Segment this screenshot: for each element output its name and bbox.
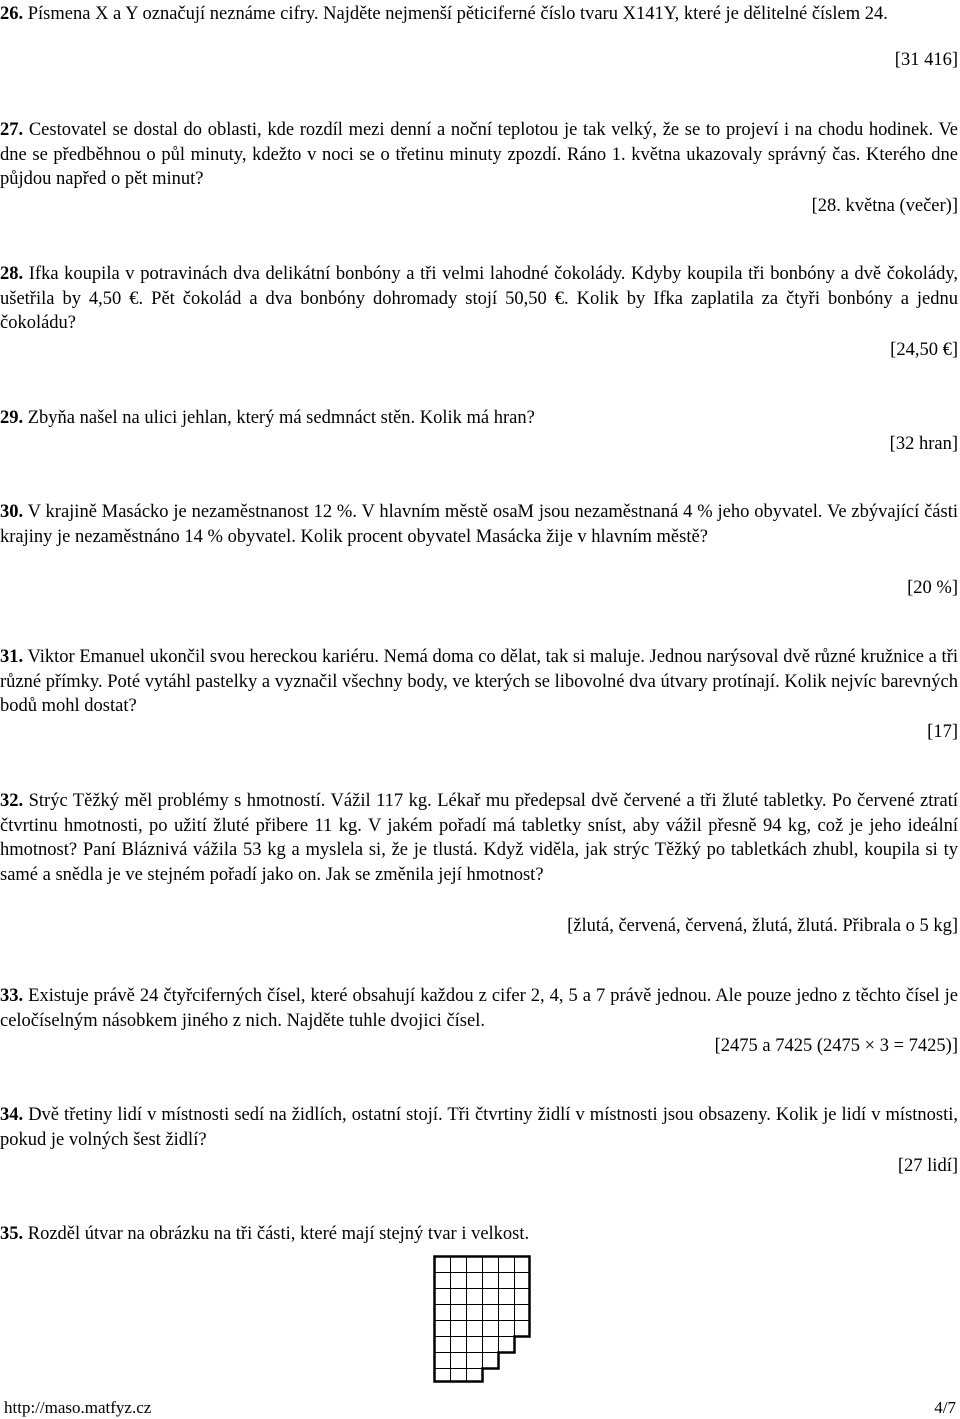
problem-32 <box>0 789 958 887</box>
problem-number: 35. <box>0 1224 24 1244</box>
problem-30 <box>0 500 958 549</box>
problem-number: 33. <box>0 986 24 1006</box>
problem-31-answer: [17] <box>927 722 958 742</box>
problem-number: 29. <box>0 408 24 428</box>
problem-35-text: 35. Rozděl útvar na obrázku na tři části, které mají stejný tvar i velkost. <box>0 1224 530 1244</box>
problem-number: 30. <box>0 502 24 522</box>
problem-number: 28. <box>0 264 24 284</box>
problem-33-answer: [2475 a 7425 (2475 × 3 = 7425)] <box>714 1036 958 1056</box>
problem-26-text: 26. Písmena X a Y označují neznáme cifry. Najděte nejmenší pěticiferné číslo tvaru X141Y, které je dělitelné číslem 24. <box>0 4 888 24</box>
problem-number: 34. <box>0 1105 24 1125</box>
footer-url[interactable]: http://maso.matfyz.cz <box>4 1398 152 1417</box>
problem-number: 32. <box>0 791 24 811</box>
problem-31 <box>0 645 958 719</box>
problem-27 <box>0 118 958 192</box>
problem-number: 27. <box>0 120 24 140</box>
problem-31-text: 31. Viktor Emanuel ukončil svou hereckou kariéru. Nemá doma co dělat, tak si maluje. Jednou narýsoval dvě různé kružnice a tři různé přímky. Poté vytáhl pastelky a vyznačil všechny body, ve kterých se libovolné dva útvary protínají. Kolik nejvíc barevných bodů mohl dostat? <box>0 647 958 716</box>
problem-number: 26. <box>0 4 24 24</box>
problem-27-text: 27. Cestovatel se dostal do oblasti, kde rozdíl mezi denní a noční teplotou je tak velký, že se to projeví i na chodu hodinek. Ve dne se předběhnou o půl minuty, kdežto v noci se o třetinu minuty zpozdí. Ráno 1. května ukazovaly správný čas. Kterého dne půjdou napřed o pět minut? <box>0 120 958 189</box>
problem-number: 31. <box>0 647 24 667</box>
problem-28-answer: [24,50 €] <box>890 340 958 360</box>
problem-30-answer: [20 %] <box>907 578 958 598</box>
page-number: 4/7 <box>934 1398 956 1417</box>
problem-30-text: 30. V krajině Masácko je nezaměstnanost 12 %. V hlavním městě osaM jsou nezaměstnaná 4 % jeho obyvatel. Ve zbývající části krajiny je nezaměstnáno 14 % obyvatel. Kolik procent obyvatel Masácka žije v hlavním městě? <box>0 502 958 547</box>
problem-27-answer: [28. května (večer)] <box>811 196 958 216</box>
problem-28-text: 28. Ifka koupila v potravinách dva delikátní bonbóny a tři velmi lahodné čokolády. Kdyby koupila tři bonbóny a dvě čokolády, ušetřila by 4,50 €. Pět čokolád a dva bonbóny dohromady stojí 50,50 €. Kolik by Ifka zaplatila za čtyři bonbóny a jednu čokoládu? <box>0 264 958 333</box>
problem-33-text: 33. Existuje právě 24 čtyřciferných čísel, které obsahují každou z cifer 2, 4, 5 a 7 právě jednou. Ale pouze jedno z těchto čísel je celočíselným násobkem jiného z nich. Najděte tuhle dvojici čísel. <box>0 986 958 1031</box>
problem-35 <box>0 1222 958 1247</box>
problem-29-text: 29. Zbyňa našel na ulici jehlan, který má sedmnáct stěn. Kolik má hran? <box>0 408 535 428</box>
problem-26-answer: [31 416] <box>894 50 958 70</box>
problem-32-answer: [žlutá, červená, červená, žlutá, žlutá. Přibrala o 5 kg] <box>567 916 958 936</box>
staircase-grid-figure <box>433 1255 531 1383</box>
problem-34 <box>0 1103 958 1152</box>
problem-29 <box>0 406 958 431</box>
problem-28 <box>0 262 958 336</box>
problem-34-text: 34. Dvě třetiny lidí v místnosti sedí na židlích, ostatní stojí. Tři čtvrtiny židlí v místnosti jsou obsazeny. Kolik je lidí v místnosti, pokud je volných šest židlí? <box>0 1105 959 1150</box>
problem-34-answer: [27 lidí] <box>897 1156 958 1176</box>
problem-26 <box>0 2 958 27</box>
problem-32-text: 32. Strýc Těžký měl problémy s hmotností. Vážil 117 kg. Lékař mu předepsal dvě červené a tři žluté tabletky. Po červené ztratí čtvrtinu hmotnosti, po užití žluté přibere 11 kg. V jakém pořadí má tabletky sníst, aby vážil přesně 94 kg, což je jeho ideální hmotnost? Paní Bláznivá vážila 53 kg a myslela si, že je tlustá. Když viděla, jak strýc Těžký po tabletkách zhubl, koupila si ty samé a snědla je ve stejném pořadí jako on. Jak se změnila její hmotnost? <box>0 791 959 885</box>
problem-29-answer: [32 hran] <box>889 434 958 454</box>
problem-33 <box>0 984 958 1033</box>
